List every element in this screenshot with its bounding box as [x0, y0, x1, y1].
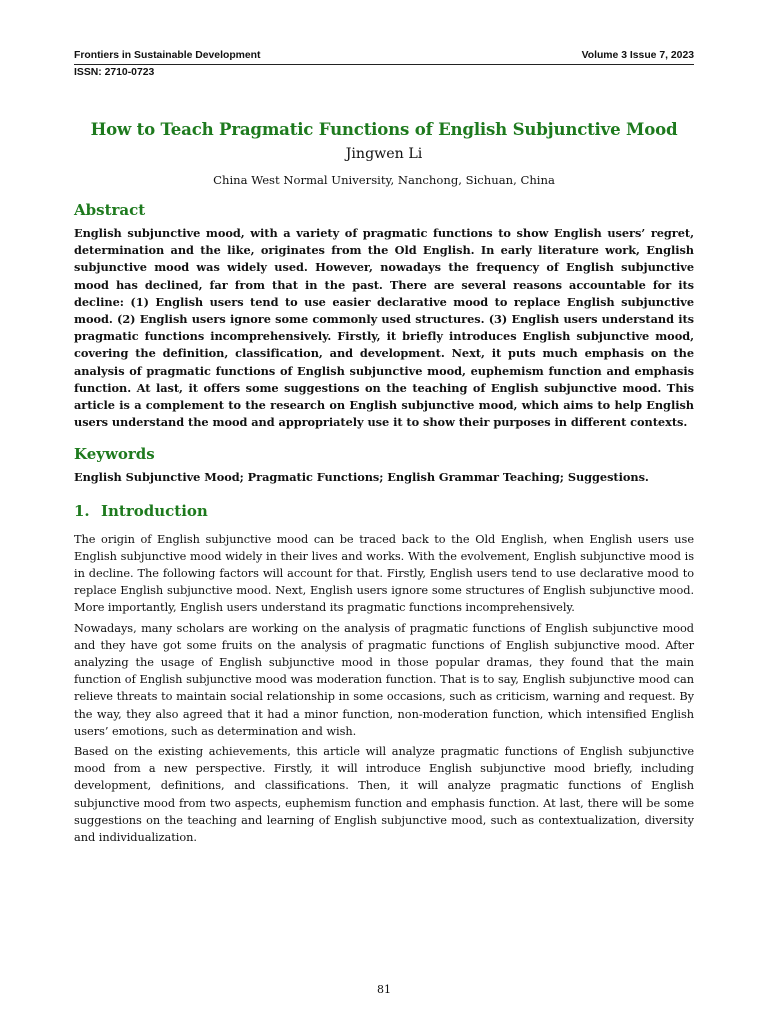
section-number: 1. [74, 501, 90, 520]
introduction-heading [74, 500, 694, 522]
section-title: Introduction [101, 501, 208, 520]
journal-name: Frontiers in Sustainable Development [74, 50, 261, 61]
abstract-text: English subjunctive mood, with a variety of pragmatic functions to show English users’ regret, determination and the like, originates from the Old English. In early literature work, English subjunctive mood was widely used. However, nowadays the frequency of English subjunctive mood has declined, far from that in the past. There are several reasons accountable for its decline: (1) English users tend to use easier declarative mood to replace English subjunctive mood. (2) English users ignore some commonly used structures. (3) English users understand its pragmatic functions incomprehensively. Firstly, it briefly introduces English subjunctive mood, covering the definition, classification, and development. Next, it puts much emphasis on the analysis of pragmatic functions of English subjunctive mood, euphemism function and emphasis function. At last, it offers some suggestions on the teaching of English subjunctive mood. This article is a complement to the research on English subjunctive mood, which aims to help English users understand the mood and appropriately use it to show their purposes in different contexts. [74, 226, 694, 430]
intro-paragraph-1: The origin of English subjunctive mood can be traced back to the Old English, when English users use English subjunctive mood widely in their lives and works. With the evolvement, English subjunctive mood is in decline. The following factors will account for that. Firstly, English users tend to use declarative mood to replace English subjunctive mood. Next, English users ignore some structures of English subjunctive mood. More importantly, English users understand its pragmatic functions incomprehensively. [74, 531, 694, 615]
keywords-text: English Subjunctive Mood; Pragmatic Functions; English Grammar Teaching; Suggestions. [74, 470, 649, 485]
author-affiliation: China West Normal University, Nanchong, Sichuan, China [213, 173, 555, 187]
intro-paragraph-2: Nowadays, many scholars are working on the analysis of pragmatic functions of English subjunctive mood and they have got some fruits on the analysis of pragmatic functions of English subjunctive mood. After analyzing the usage of English subjunctive mood in those popular dramas, they found that the main function of English subjunctive mood was moderation function. That is to say, English subjunctive mood can relieve threats to maintain social relationship in some occasions, such as criticism, warning and request. By the way, they also agreed that it had a minor function, non-moderation function, which intensified English users’ emotions, such as determination and wish. [74, 620, 694, 738]
keywords-heading: Keywords [74, 445, 155, 464]
issn: ISSN: 2710-0723 [74, 67, 155, 78]
intro-paragraph-3: Based on the existing achievements, this article will analyze pragmatic functions of English subjunctive mood from a new perspective. Firstly, it will introduce English subjunctive mood briefly, including development, definitions, and classifications. Then, it will analyze pragmatic functions of English subjunctive mood from two aspects, euphemism function and emphasis function. At last, there will be some suggestions on the teaching and learning of English subjunctive mood, such as contextualization, diversity and individualization. [74, 744, 694, 845]
article-title: How to Teach Pragmatic Functions of English Subjunctive Mood [90, 119, 678, 139]
author-name: Jingwen Li [345, 146, 423, 162]
article-body [74, 116, 694, 846]
header-row [74, 49, 694, 63]
volume-info: Volume 3 Issue 7, 2023 [581, 50, 694, 61]
page-number: 81 [377, 983, 391, 996]
abstract-heading: Abstract [74, 201, 146, 219]
page-header [74, 49, 694, 81]
